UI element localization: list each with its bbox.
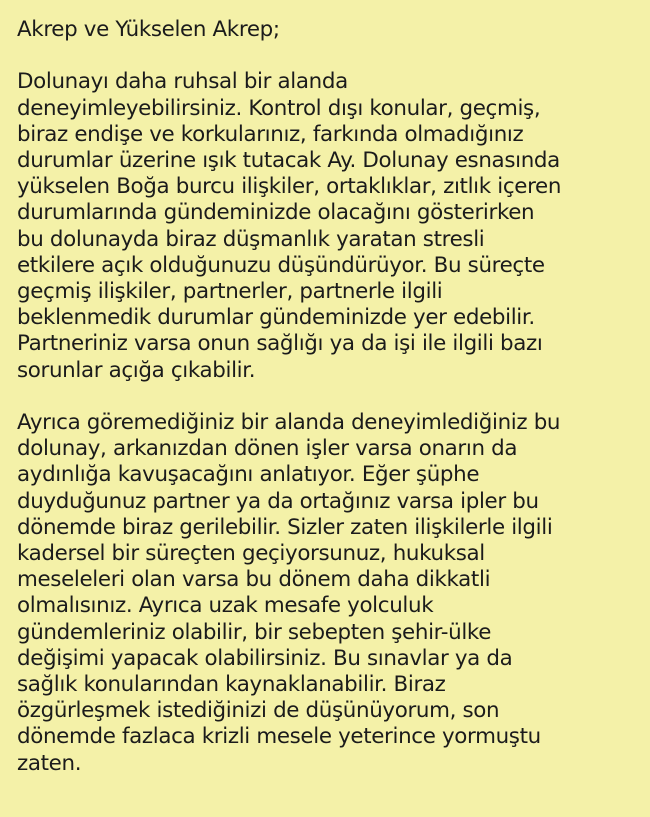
paragraph-gap bbox=[17, 384, 647, 410]
text-line: durumlarında gündeminizde olacağını gösterirken bbox=[17, 200, 535, 226]
text-line: Dolunayı daha ruhsal bir alanda bbox=[17, 69, 348, 95]
text-line: aydınlığa kavuşacağını anlatıyor. Eğer şüphe bbox=[17, 462, 480, 488]
text-line: Partneriniz varsa onun sağlığı ya da işi ile ilgili bazı bbox=[17, 331, 543, 357]
text-line: duyduğunuz partner ya da ortağınız varsa ipler bu bbox=[17, 488, 539, 514]
text-line: beklenmedik durumlar gündeminizde yer edebilir. bbox=[17, 305, 535, 331]
text-line: bu dolunayda biraz düşmanlık yaratan stresli bbox=[17, 226, 485, 252]
horoscope-text bbox=[17, 17, 647, 777]
paragraph-1 bbox=[17, 69, 647, 383]
text-line: kadersel bir süreçten geçiyorsunuz, hukuksal bbox=[17, 541, 485, 567]
text-line: deneyimleyebilirsiniz. Kontrol dışı konular, geçmiş, bbox=[17, 95, 541, 121]
heading: Akrep ve Yükselen Akrep; bbox=[17, 17, 280, 42]
text-line: yükselen Boğa burcu ilişkiler, ortaklıklar, zıtlık içeren bbox=[17, 174, 562, 200]
paragraph-gap bbox=[17, 43, 647, 69]
text-line: etkilere açık olduğunuzu düşündürüyor. Bu süreçte bbox=[17, 252, 545, 278]
text-line: zaten. bbox=[17, 750, 82, 776]
text-line: durumlar üzerine ışık tutacak Ay. Dolunay esnasında bbox=[17, 148, 560, 173]
text-line: dönemde fazlaca krizli mesele yeterince yormuştu bbox=[17, 724, 541, 750]
text-line: değişimi yapacak olabilirsiniz. Bu sınavlar ya da bbox=[17, 645, 513, 671]
text-line: sorunlar açığa çıkabilir. bbox=[17, 357, 256, 383]
paragraph-2 bbox=[17, 410, 647, 777]
text-line: özgürleşmek istediğinizi de düşünüyorum, son bbox=[17, 698, 500, 724]
text-line: meseleleri olan varsa bu dönem daha dikkatli bbox=[17, 567, 491, 593]
text-line: sağlık konularından kaynaklanabilir. Biraz bbox=[17, 672, 446, 698]
text-line: Ayrıca göremediğiniz bir alanda deneyimlediğiniz bu bbox=[17, 410, 561, 436]
text-line: dönemde biraz gerilebilir. Sizler zaten ilişkilerle ilgili bbox=[17, 514, 553, 540]
text-line: biraz endişe ve korkularınız, farkında olmadığınız bbox=[17, 121, 524, 147]
text-line: olmalısınız. Ayrıca uzak mesafe yolculuk bbox=[17, 593, 434, 619]
text-line: gündemleriniz olabilir, bir sebepten şehir-ülke bbox=[17, 619, 491, 645]
text-line: dolunay, arkanızdan dönen işler varsa onarın da bbox=[17, 436, 518, 462]
text-line: geçmiş ilişkiler, partnerler, partnerle ilgili bbox=[17, 279, 443, 305]
